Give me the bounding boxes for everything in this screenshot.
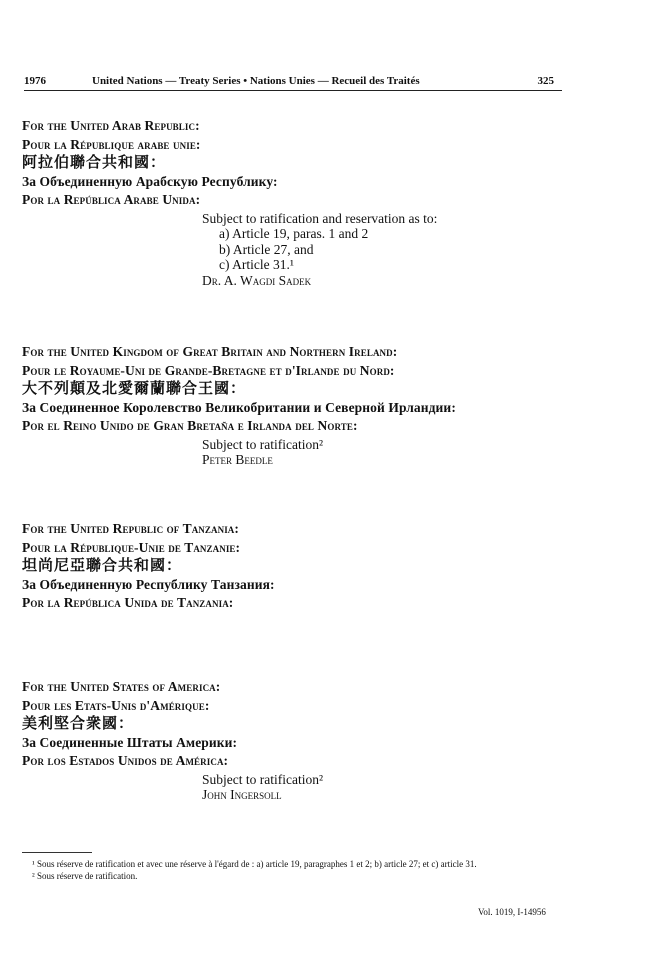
signatory-line-zh: 阿拉伯聯合共和國： <box>22 155 167 171</box>
reservation-item: c) Article 31.¹ <box>219 257 294 272</box>
signatory-united-arab-republic <box>22 117 642 288</box>
signature-block <box>202 772 642 803</box>
signatory-line-fr: Pour la République arabe unie: <box>22 136 201 152</box>
signatory-line-en: For the United States of America: <box>22 679 221 694</box>
reservation-item: b) Article 27, and <box>219 241 314 257</box>
signatory-united-states <box>22 678 642 803</box>
reservation-note: Subject to ratification² <box>202 436 324 452</box>
signatory-line-ru: За Объединенную Арабскую Республику: <box>22 173 278 189</box>
signatory-united-kingdom <box>22 343 642 468</box>
signatory-tanzania <box>22 520 642 613</box>
signatory-line-fr: Pour le Royaume-Uni de Grande-Bretagne et d'Irlande du Nord: <box>22 362 395 378</box>
footnotes <box>22 852 567 882</box>
volume-reference: Vol. 1019, I-14956 <box>478 907 546 917</box>
signatory-line-ru: За Объединенную Республику Танзания: <box>22 576 275 592</box>
footnote-1: ¹ Sous réserve de ratification et avec une réserve à l'égard de : a) article 19, paragraphes 1 et 2; b) article 27; et c) article 31. <box>32 859 477 869</box>
reservation-note: Subject to ratification and reservation as to: <box>202 210 438 226</box>
header-title: United Nations — Treaty Series • Nations Unies — Recueil des Traités <box>92 75 420 87</box>
signatory-line-zh: 美利堅合衆國： <box>22 716 135 732</box>
signatory-line-es: Por la República Unida de Tanzania: <box>22 595 234 610</box>
signatory-line-ru: За Соединенное Королевство Великобритании и Северной Ирландии: <box>22 399 456 415</box>
signatory-name: Peter Beedle <box>202 452 273 467</box>
signatory-line-ru: За Соединенные Штаты Америки: <box>22 734 238 750</box>
signatory-line-zh: 大不列顛及北愛爾蘭聯合王國： <box>22 381 247 397</box>
signatory-line-en: For the United Arab Republic: <box>22 118 200 133</box>
signatory-line-zh: 坦尚尼亞聯合共和國： <box>22 558 183 574</box>
signatory-line-fr: Pour la République-Unie de Tanzanie: <box>22 539 241 555</box>
signature-block <box>202 211 642 289</box>
reservation-note: Subject to ratification² <box>202 771 324 787</box>
signatory-name: Dr. A. Wagdi Sadek <box>202 272 312 288</box>
signatory-line-en: For the United Republic of Tanzania: <box>22 521 239 536</box>
signatory-line-es: Por el Reino Unido de Gran Bretaña e Irlanda del Norte: <box>22 418 358 433</box>
running-header <box>24 72 562 91</box>
signatory-name: John Ingersoll <box>202 787 282 802</box>
reservation-item: a) Article 19, paras. 1 and 2 <box>219 226 369 241</box>
signature-block <box>202 437 642 468</box>
page-number: 325 <box>537 75 554 87</box>
footnote-rule <box>22 852 92 853</box>
signatory-line-en: For the United Kingdom of Great Britain and Northern Ireland: <box>22 344 398 359</box>
footnote-2: ² Sous réserve de ratification. <box>32 870 138 881</box>
signatory-line-fr: Pour les Etats-Unis d'Amérique: <box>22 697 210 713</box>
header-year: 1976 <box>24 75 46 87</box>
signatory-line-es: Por los Estados Unidos de América: <box>22 753 229 768</box>
signatory-line-es: Por la República Arabe Unida: <box>22 192 201 207</box>
